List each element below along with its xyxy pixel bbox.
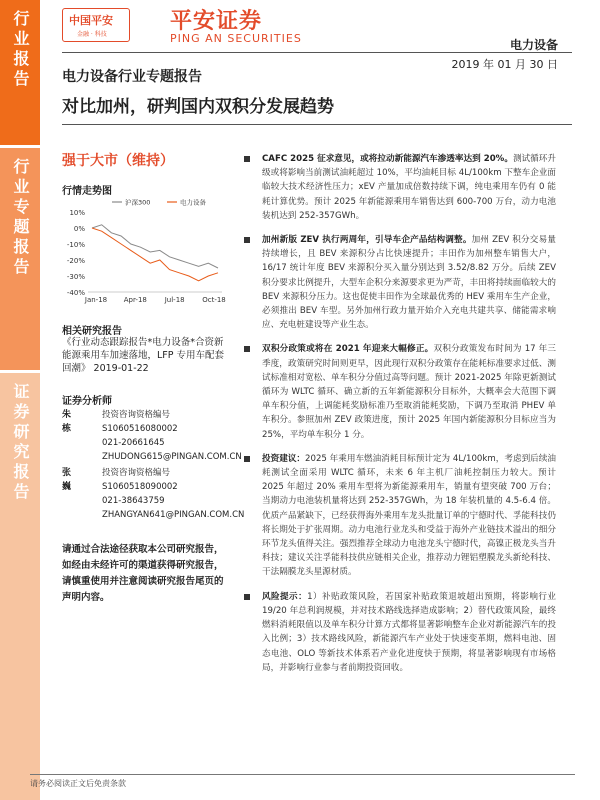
- analyst-phone: 021-38643759: [102, 496, 165, 506]
- key-point-text: 1）补贴政策风险，若国家补贴政策退坡超出预期，将影响行业 19/20 年总利润规模，并对技术路线选择造成影响；2）替代政策风险，最终燃料消耗限值以及单车积分计算方式都将显著影响整车企业对新能源汽车的投入比例；3）技术路线风险，新能源汽车产业处于快速变革期，燃料电池、固态电池、OLO 等新技术体系若产业化进度快于预期，将显著影响现有市场格局，并影响行业参与者前期投资回收。: [262, 591, 556, 673]
- key-point: [244, 342, 556, 441]
- trend-chart: [62, 196, 232, 314]
- related-research-title: 相关研究报告: [62, 326, 122, 337]
- rating-label: 强于大市（维持）: [62, 153, 174, 169]
- x-tick-label: Jul-18: [164, 296, 185, 304]
- sidebar: [0, 0, 40, 800]
- y-tick-label: -30%: [66, 273, 85, 281]
- bullet-square-icon: [244, 156, 250, 162]
- analyst-email[interactable]: ZHUDONG615@PINGAN.COM.CN: [102, 452, 242, 462]
- analyst-qualification: 投资咨询资格编号: [102, 410, 171, 420]
- legend-label: 电力设备: [180, 198, 206, 207]
- key-point-text: 加州 ZEV 积分交易量持续增长，且 BEV 来源积分占比快速提升；丰田作为加州整车销售大户，16/17 统计年度 BEV 来源积分买入量分别达到 3.52/8.82 万分。后续 ZEV 积分要求比例提升，大型车企积分来源要求更为严苛，丰田将持续面临较大的 BEV 来源积分压力。这也促使丰田作为全球最优秀的 HEV 乘用车生产企业，必须推出 BEV 车型。另外加州行政力量开始介入充电共建共享、储能需求响应、充电桩建设等产业生态。: [262, 235, 556, 331]
- bullet-square-icon: [244, 237, 250, 243]
- key-point-lead: 投资建议：: [262, 453, 306, 464]
- analyst-license: S1060516080002: [102, 424, 178, 434]
- sidebar-tag-industry-report: 行业报告: [0, 0, 40, 145]
- title-divider: [62, 124, 572, 125]
- brand-name: 平安证券: [170, 9, 263, 34]
- bullet-square-icon: [244, 594, 250, 600]
- logo-subtext: 金融 · 科技: [77, 31, 107, 38]
- bullet-square-icon: [244, 346, 250, 352]
- related-research-text: 《行业动态跟踪报告*电力设备*合资新能源乘用车加速落地，LFP 专用车配套回潮》 2019-01-22: [62, 337, 225, 374]
- y-tick-label: -20%: [66, 257, 85, 265]
- bullet-square-icon: [244, 456, 250, 462]
- x-tick-label: Jan-18: [84, 296, 108, 304]
- trend-chart-title: 行情走势图: [62, 186, 112, 197]
- analyst-license: S1060518090002: [102, 482, 178, 492]
- footer-divider: [30, 774, 575, 775]
- report-date: 2019 年 01 月 30 日: [451, 58, 558, 71]
- key-point-text: 测试循环升级或将影响当前测试油耗超过 10%，平均油耗目标 4L/100km 下整车企业面临较大技术经济性压力；xEV 产量加成倍数持续下调，纯电乘用车仍有 0 能耗计算优势。预计 2025 年新能源乘用车销售达到 600-700 万台，动力电池装机达到 252-357GWh。: [262, 154, 556, 221]
- report-headline: 对比加州，研判国内双积分发展趋势: [62, 97, 334, 117]
- sidebar-tag-securities-research: 证券研究报告: [0, 373, 40, 800]
- y-tick-label: -10%: [66, 241, 85, 249]
- y-tick-label: -40%: [66, 289, 85, 297]
- ping-an-logo: [62, 8, 130, 42]
- key-point: [244, 152, 556, 223]
- key-point-lead: 加州新版 ZEV 执行两周年，引导车企产品结构调整。: [262, 235, 472, 246]
- series-line-1: [92, 228, 218, 281]
- key-point-text: 2025 年乘用车燃油消耗目标预计定为 4L/100km，考虑到后续油耗测试全面采用 WLTC 循环，未来 6 年主机厂油耗控制压力较大。预计 2025 年超过 20% 乘用车型将为新能源乘用车，销量有望突破 700 万台；当期动力电池装机量将达到 252-357GWh，为 18 年装机量的 4.5-6.4 倍。优质产品紧缺下，已经获得海外乘用车龙头批量订单的宁德时代、孚能科技仍将长期处于扩张周期。动力电池行业龙头和受益于海外产业链技术溢出的细分环节龙头值得关注。强烈推荐全球动力电池龙头宁德时代，高镍正极龙头当升科技；建议关注孚能科技供应链相关企业，推荐动力锂铝塑膜龙头新纶科技、干法隔膜龙头星源材质。: [262, 453, 556, 578]
- key-point-lead: CAFC 2025 征求意见，或将拉动新能源汽车渗透率达到 20%。: [262, 154, 513, 164]
- key-point: [244, 233, 556, 332]
- analyst-email[interactable]: ZHANGYAN641@PINGAN.COM.CN: [102, 510, 245, 520]
- analyst-name: 朱栋: [62, 410, 72, 434]
- analysts-title: 证券分析师: [62, 396, 112, 407]
- sidebar-tag-topic-report: 行业专题报告: [0, 148, 40, 370]
- y-tick-label: 0%: [73, 225, 85, 233]
- key-point: [244, 452, 556, 580]
- report-type: 电力设备行业专题报告: [62, 69, 202, 85]
- logo-text: 中国平安: [69, 14, 113, 27]
- y-tick-label: 10%: [69, 209, 85, 217]
- analyst-phone: 021-20661645: [102, 438, 165, 448]
- brand-name-en: PING AN SECURITIES: [170, 32, 302, 45]
- x-tick-label: Apr-18: [123, 296, 147, 304]
- key-point-text: 双积分政策发布时间为 17 年三季度，政策研究时间则更早，因此现行双积分政策存在能耗标准要求过低、测试标准相对宽松、单车积分分值过高等问题。预计 2021-2025 年除更新测试循环为 WLTC 循环、确立新的五年新能源积分目标外，大概率会大范围下调单车积分值，上调能耗奖励标准乃至取消能耗奖励，下调乃至取消 PHEV 单车积分。参照加州 ZEV 政策进度，预计 2025 年国内新能源积分目标应当为 25%，平均单车积分 1 分。: [262, 344, 557, 440]
- analyst-qualification: 投资咨询资格编号: [102, 468, 171, 478]
- header-divider: [62, 52, 572, 53]
- key-point-lead: 双积分政策或将在 2021 年迎来大幅修正。: [262, 344, 434, 355]
- key-point-lead: 风险提示：: [262, 591, 308, 602]
- legend-label: 沪深300: [125, 198, 151, 207]
- key-points: [244, 152, 556, 685]
- sector-label: 电力设备: [509, 38, 558, 52]
- footer-note: 请务必阅读正文后免责条款: [30, 779, 126, 788]
- key-point: [244, 590, 556, 675]
- x-tick-label: Oct-18: [202, 296, 226, 304]
- disclaimer: 请通过合法途径获取本公司研究报告，如经由未经许可的渠道获得研究报告，请慎重使用并注意阅读研究报告尾页的声明内容。: [62, 544, 224, 603]
- analyst-name: 张巍: [62, 468, 72, 492]
